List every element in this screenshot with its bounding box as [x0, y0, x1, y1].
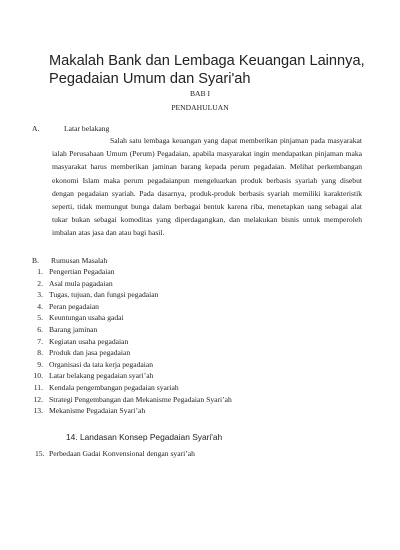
- background-paragraph: Salah satu lembaga keuangan yang dapat memberikan pinjaman pada masyarakat ialah Perusahaan Umum (Perum) Pegadaian, apabila masyarakat ingin mendapatkan pinjaman maka masyarakat harus memberikan jaminan barang kepada perum pegadaian. Melihat perkembangan ekonomi Islam maka perum pegadaianpun mengeluarkan produk berbasis syariah yang disebut dengan pegadaian syariah. Pada dasarnya, produk-produk berbasis syariah memiliki karakteristik seperti, tidak memungut bunga dalam berbagai bentuk karena riba, menetapkan uang sebagai alat tukar bukan sebagai komoditas yang diperdagangkan, dan melakukan bisnis untuk memperoleh imbalan atas jasa dan atau bagi hasil.: [52, 136, 362, 238]
- chapter-title: PENDAHULUAN: [171, 103, 229, 112]
- list-item: 3. Tugas, tujuan, dan fungsi pegadaian: [37, 290, 159, 300]
- section-letter: A.: [32, 124, 40, 133]
- title-line-2: Pegadaian Umum dan Syari'ah: [49, 71, 251, 87]
- chapter-number: BAB I: [189, 89, 211, 98]
- problem-list: [0, 266, 400, 417]
- list-item: 7. Kegiatan usaha pegadaian: [37, 336, 129, 346]
- section-heading-text: Latar belakang: [64, 124, 110, 133]
- list-number: 15.: [35, 449, 45, 458]
- list-item: 1. Pengertian Pegadaian: [37, 267, 115, 276]
- subheading-item-14: 14. Landasan Konsep Pegadaian Syari'ah: [66, 432, 223, 442]
- title-line-1: Makalah Bank dan Lembaga Keuangan Lainnya,: [49, 53, 365, 69]
- list-item: 11. Kendala pengembangan pegadaian syariah: [33, 382, 179, 392]
- list-item: 2. Asal mula pagadaian: [37, 278, 113, 288]
- list-item: 12. Strategi Pengembangan dan Mekanisme Pegadaian Syari’ah: [33, 394, 232, 404]
- list-item: 9. Organisasi da tata kerja pegadaian: [37, 359, 154, 369]
- section-letter: B.: [32, 256, 39, 265]
- list-label: Perbedaan Gadai Konvensional dengan syari’ah: [49, 449, 195, 458]
- list-item: 13. Mekanisme Pegadaian Syari’ah: [33, 406, 146, 416]
- section-heading-text: Rumusan Masalah: [51, 256, 108, 265]
- list-item: 10. Latar belakang pegadaian syari’ah: [33, 371, 154, 381]
- list-item: 8. Produk dan jasa pegadaian: [37, 348, 131, 358]
- list-item: 4. Peran pegadaian: [37, 301, 99, 311]
- document-title: [49, 52, 389, 88]
- list-item: 6. Barang jaminan: [37, 324, 98, 334]
- list-item: 5. Keuntungan usaha gadai: [37, 313, 124, 323]
